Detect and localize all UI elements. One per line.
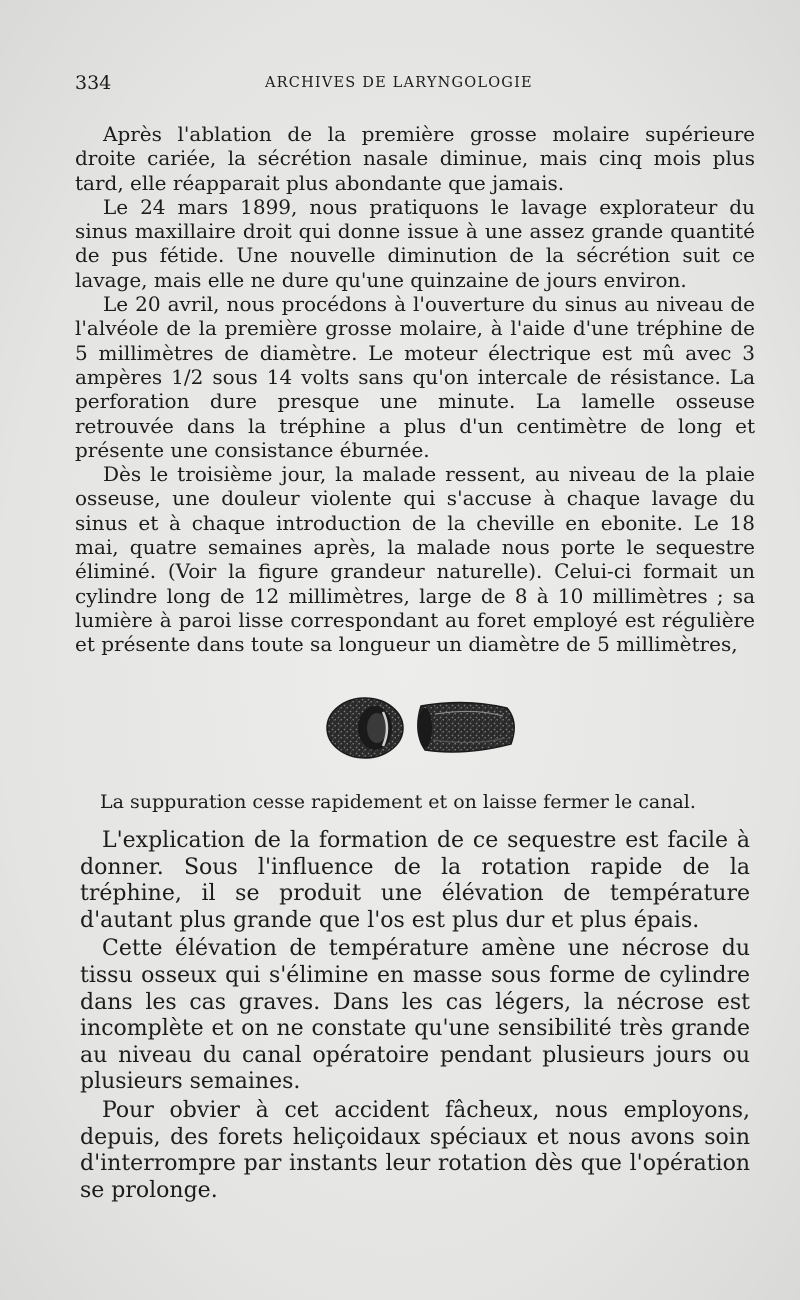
sequestrum-figure [325,692,520,760]
paragraph: Après l'ablation de la première grosse molaire supérieure droite cariée, la sécrétion nasale diminue, mais cinq mois plus tard, elle réapparait plus abondante que jamais. [75,122,755,195]
sequestrum-side-view [418,702,514,752]
paragraph: Pour obvier à cet accident fâcheux, nous employons, depuis, des forets heliçoidaux spéciaux et nous avons soin d'interrompre par instants leur rotation dès que l'opération se prolonge. [80,1097,750,1203]
paragraph: L'explication de la formation de ce sequestre est facile à donner. Sous l'influence de la rotation rapide de la tréphine, il se produit une élévation de température d'autant plus grande que l'os est plus dur et plus épais. [80,828,750,933]
sequestrum-end-view [327,698,403,758]
figure-caption: La suppuration cesse rapidement et on laisse fermer le canal. [100,791,696,813]
paragraph: Dès le troisième jour, la malade ressent, au niveau de la plaie osseuse, une douleur violente qui s'accuse à chaque lavage du sinus et à chaque introduction de la cheville en ebonite. Le 18 mai, quatre semaines après, la malade nous porte le sequestre éliminé. (Voir la figure grandeur naturelle). Celui-ci formait un cylindre long de 12 millimètres, large de 8 à 10 millimètres ; sa lumière à paroi lisse correspondant au foret employé est régulière et présente dans toute sa longueur un diamètre de 5 millimètres, [75,462,755,657]
page-number: 334 [75,72,112,94]
paragraph: Le 20 avril, nous procédons à l'ouverture du sinus au niveau de l'alvéole de la première grosse molaire, à l'aide d'une tréphine de 5 millimètres de diamètre. Le moteur électrique est mû avec 3 ampères 1/2 sous 14 volts sans qu'on intercale de résistance. La perforation dure presque une minute. La lamelle osseuse retrouvée dans la tréphine a plus d'un centimètre de long et présente une consistance éburnée. [75,292,755,462]
paragraph: Cette élévation de température amène une nécrose du tissu osseux qui s'élimine en masse sous forme de cylindre dans les cas graves. Dans les cas légers, la nécrose est incomplète et on ne constate qu'une sensibilité très grande au niveau du canal opératoire pendant plusieurs jours ou plusieurs semaines. [80,936,750,1095]
body-text-top [75,122,755,657]
paragraph: Le 24 mars 1899, nous pratiquons le lavage explorateur du sinus maxillaire droit qui donne issue à une assez grande quantité de pus fétide. Une nouvelle diminution de la sécrétion suit ce lavage, mais elle ne dure qu'une quinzaine de jours environ. [75,194,755,292]
bone-sequestrum-icon [325,692,520,760]
page-header [75,72,735,100]
body-text-bottom [80,828,750,1204]
running-title: ARCHIVES DE LARYNGOLOGIE [265,75,533,91]
